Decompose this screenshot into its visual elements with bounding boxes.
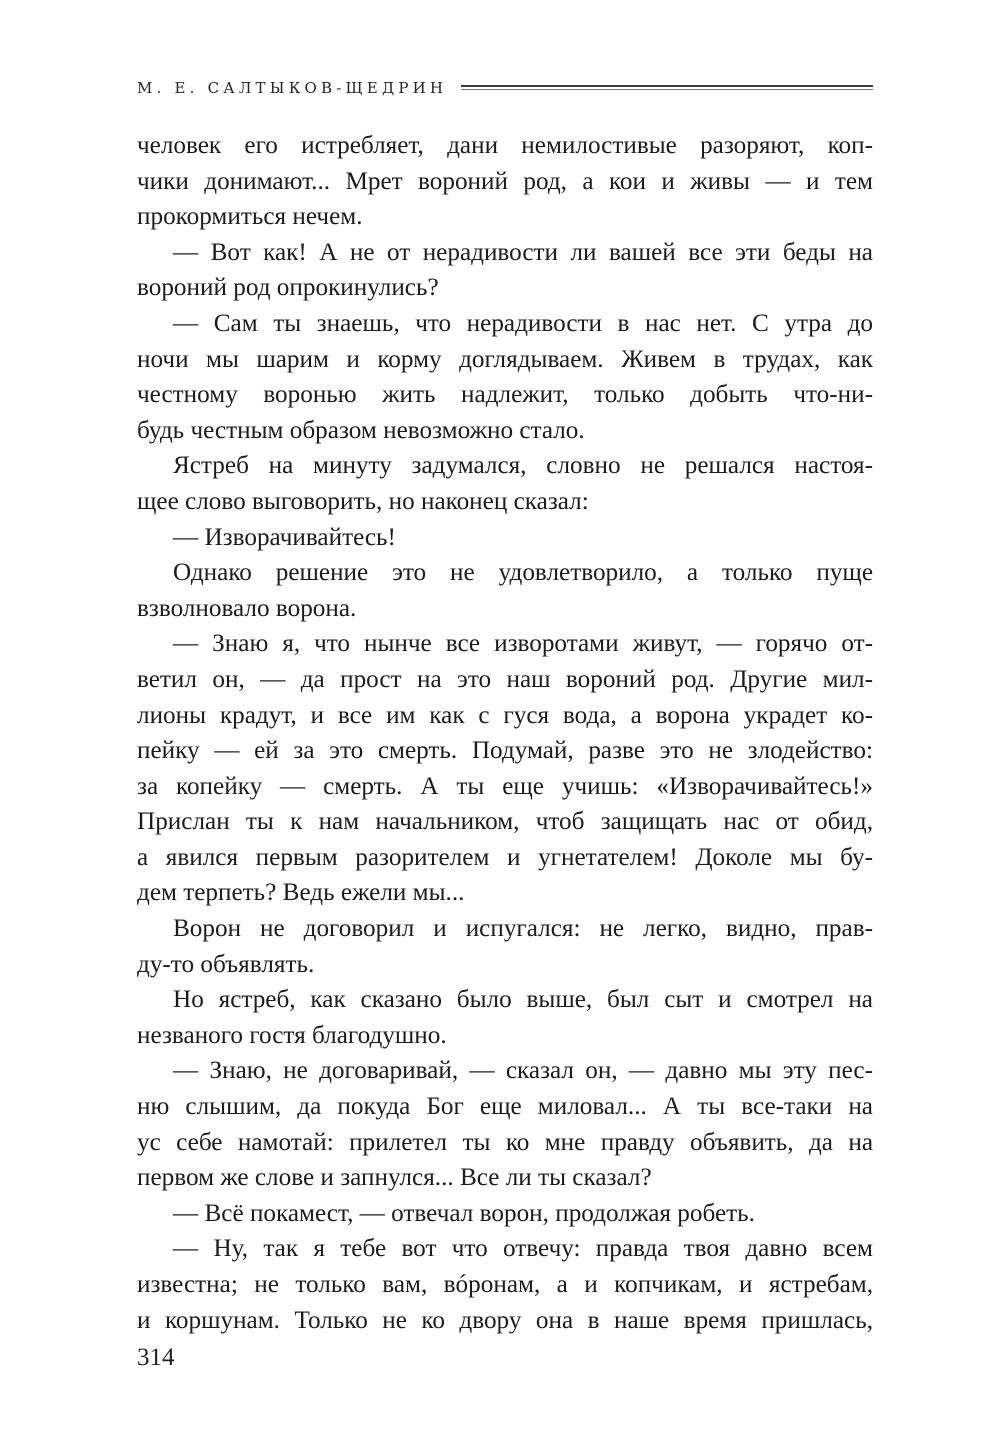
text-line: Однако решение это не удовлетворило, а только пуще (173, 559, 873, 587)
text-line: ночи мы шарим и корму доглядываем. Живем в трудах, как (137, 345, 873, 373)
text-line: ню слышим, да покуда Бог еще миловал... А ты все-таки на (137, 1093, 873, 1121)
body-text (137, 128, 873, 1338)
text-line: Ястреб на минуту задумался, словно не решался настоя- (173, 452, 873, 480)
text-line: — Сам ты знаешь, что нерадивости в нас нет. С утра до (173, 309, 873, 337)
text-line: человек его истребляет, дани немилостивые разоряют, коп- (137, 132, 873, 159)
text-line: — Ну, так я тебе вот что отвечу: правда твоя давно всем (173, 1235, 873, 1263)
text-line: первом же слове и запнулся... Все ли ты сказал? (137, 1164, 652, 1192)
text-line: — Вот как! А не от нерадивости ли вашей все эти беды на (173, 238, 873, 266)
text-line: а явился первым разорителем и угнетателем! Доколе мы бу- (137, 843, 873, 871)
text-line: щее слово выговорить, но наконец сказал: (137, 487, 589, 515)
text-line: — Знаю я, что нынче все изворотами живут, — горячо от- (173, 630, 873, 658)
text-line: Ворон не договорил и испугался: не легко, видно, прав- (173, 915, 873, 943)
text-line: — Всё покамест, — отвечал ворон, продолжая робеть. (173, 1199, 755, 1227)
text-line: чики донимают... Мрет вороний род, а кои и живы — и тем (137, 167, 873, 195)
text-line: прокормиться нечем. (137, 203, 363, 231)
text-line: за копейку — смерть. А ты еще учишь: «Изворачивайтесь!» (137, 772, 873, 800)
page-number: 314 (137, 1344, 175, 1371)
running-header (137, 74, 873, 102)
header-author: М. Е. САЛТЫКОВ-ЩЕДРИН (137, 79, 448, 97)
text-line: — Знаю, не договаривай, — сказал он, — давно мы эту пес- (173, 1057, 873, 1085)
text-line: и коршунам. Только не ко двору она в наше время пришлась, (137, 1306, 873, 1334)
text-line: лионы крадут, и все им как с гуся вода, а ворона украдет ко- (137, 701, 873, 729)
text-line: — Изворачивайтесь! (173, 523, 396, 551)
text-line: ду-то объявлять. (137, 950, 315, 978)
text-line: Прислан ты к нам начальником, чтоб защищать нас от обид, (137, 808, 873, 836)
text-line: дем терпеть? Ведь ежели мы... (137, 879, 465, 907)
header-rule (461, 85, 873, 91)
text-line: известна; не только вам, вóронам, а и копчикам, и ястребам, (137, 1271, 873, 1298)
text-line: незваного гостя благодушно. (137, 1021, 447, 1049)
text-line: пейку — ей за это смерть. Подумай, разве это не злодейство: (137, 737, 873, 765)
text-line: Но ястреб, как сказано было выше, был сыт и смотрел на (173, 986, 873, 1014)
text-line: честному воронью жить надлежит, только добыть что-ни- (137, 381, 873, 409)
text-line: ветил он, — да прост на это наш вороний род. Другие мил- (137, 665, 873, 693)
text-line: вороний род опрокинулись? (137, 274, 439, 302)
text-line: ус себе намотай: прилетел ты ко мне правду объявить, да на (137, 1128, 873, 1156)
text-line: будь честным образом невозможно стало. (137, 416, 585, 444)
text-line: взволновало ворона. (137, 594, 357, 622)
